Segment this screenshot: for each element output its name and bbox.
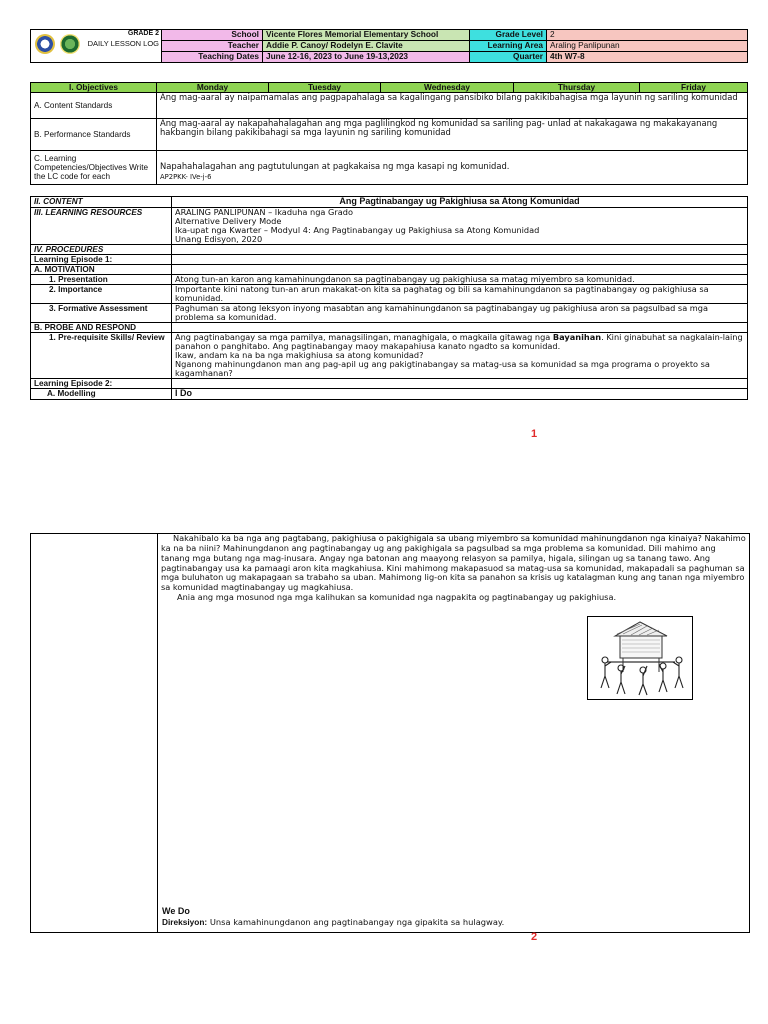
learning-area-value: Araling Panlipunan [547,41,748,52]
resources-cell [172,207,748,244]
content-row [31,197,748,208]
content-standards-row [31,93,748,119]
quarter-label: Quarter [470,52,547,63]
procedures-label: IV. PROCEDURES [31,244,172,254]
episode2-label: Learning Episode 2: [31,379,172,389]
page-number-2: 2 [531,931,538,943]
resource-line: Unang Edisyon, 2020 [175,233,263,244]
teaching-dates-value: June 12-16, 2023 to June 19-13,2023 [263,52,470,63]
episode1-row [31,254,748,264]
prereq-cell [172,333,748,379]
header-logos-cell [31,30,162,63]
competencies-cell [157,151,748,185]
resources-row [31,207,748,244]
header-table [30,29,748,63]
competencies-label: C. Learning Competencies/Objectives Write the LC code for each [31,151,157,185]
grade-line: GRADE 2 [127,30,159,37]
page-number-1: 1 [531,428,538,440]
content-standards-text: Ang mag-aaral ay naipamamalas ang pagpapahalaga sa kagalingang pansibiko bilang pakikibahagisa mga layunin ng sariling komunidad [157,93,748,119]
objectives-table [30,82,748,185]
modelling-text: I Do [172,389,748,400]
thursday-heading: Thursday [514,83,640,93]
importance-label: 2. Importance [31,285,172,304]
procedures-row [31,244,748,254]
page2-box [30,533,750,933]
grade-level-value: 2 [547,30,748,41]
objectives-heading: I. Objectives [31,83,157,93]
performance-standards-label: B. Performance Standards [31,119,157,151]
teacher-label: Teacher [162,41,263,52]
deped-seal-icon [35,34,55,54]
bayanihan-illustration-icon [587,616,693,700]
tuesday-heading: Tuesday [269,83,381,93]
school-label: School [162,30,263,41]
presentation-row [31,275,748,285]
prereq-paragraph [175,333,744,351]
importance-text: Importante kini natong tun-an arun makakat-on kita sa paghatag og bili sa kamahinungdanon sa pagtinabangay og pakighiusa sa komunidad. [172,285,748,304]
wednesday-heading: Wednesday [381,83,514,93]
school-value: Vicente Flores Memorial Elementary School [263,30,470,41]
page2-paragraph-1: Nakahibalo ka ba nga ang pagtabang, pakighiusa o pakighigala sa ubang miyembro sa komunidad mahinungdanon nga kinaiya? Nakahimo ka na ba niini? Mahinungdanon ang pagtinabangay ug ang pakighigala sa pagsulbad sa mga problema sa komunidad. Dili mahimo ang tanang mga butang nga mag-inusara. Angay nga batonan ang maayong relasyon sa pamilya, higala, silingan ug sa tanang tawo. Ang pagtinabangay usa ka pamaagi aron kita magkahiusa. Kini mahimong makapasuod sa matag-usa sa komunidad, makapadali sa paghuman sa mga buluhaton ug makapagaan sa trabaho sa uban. Mahimong lig-on kita sa panahon sa krisis ug katalagman kung ang tanan nga miyembro sa komunidad magtinabangay ug magkahiusa. [161,533,746,593]
grade-level-label: Grade Level [470,30,547,41]
friday-heading: Friday [640,83,748,93]
modelling-row [31,389,748,400]
importance-row [31,285,748,304]
content-label: II. CONTENT [31,197,172,208]
lc-code: AP2PKK- IVe-j-6 [160,173,212,181]
competencies-text: Napahahalagahan ang pagtutulungan at pagkakaisa ng mga kasapi ng komunidad. [160,160,510,171]
presentation-label: 1. Presentation [31,275,172,285]
dll-title: DAILY LESSON LOG [87,39,159,48]
resource-line: Alternative Delivery Mode [175,215,282,226]
content-title: Ang Pagtinabangay ug Pakighiusa sa Atong Komunidad [172,197,748,208]
direction-text: Unsa kamahinungdanon ang pagtinabangay nga gipakita sa hulagway. [207,917,505,927]
resources-label: III. LEARNING RESOURCES [31,207,172,244]
content-standards-label: A. Content Standards [31,93,157,119]
formative-row [31,304,748,323]
we-do-label: We Do [162,906,190,916]
division-seal-icon [60,34,80,54]
direction-label: Direksiyon: [162,917,208,927]
motivation-label: A. MOTIVATION [31,264,172,274]
probe-row [31,323,748,333]
episode2-row [31,379,748,389]
performance-standards-row [31,119,748,151]
teaching-dates-label: Teaching Dates [162,52,263,63]
prereq-label: 1. Pre-requisite Skills/ Review [31,333,172,379]
page2-left-cell [31,534,158,932]
episode1-label: Learning Episode 1: [31,254,172,264]
competencies-row [31,151,748,185]
teacher-value: Addie P. Canoy/ Rodelyn E. Clavite [263,41,470,52]
bayanihan-term: Bayanihan [552,332,602,343]
days-header-row [31,83,748,93]
page2-right-cell [158,534,749,932]
probe-label: B. PROBE AND RESPOND [31,323,172,333]
prereq-row [31,333,748,379]
resource-line: ARALING PANLIPUNAN – Ikaduha nga Grado [175,206,353,217]
prereq-text-b: . Kini ginabuhat sa nagkalain-laing panahon o panghitabo. Ang pagtinabangay maoy makapahiusa kanato ngadto sa komunidad. [175,332,743,352]
resource-line: Ika-upat nga Kwarter – Modyul 4: Ang Pagtinabangay ug Pakighiusa sa Atong Komunidad [175,224,540,235]
modelling-label: A. Modelling [31,389,172,400]
learning-area-label: Learning Area [470,41,547,52]
procedures-table [30,196,748,400]
direction-line [162,918,504,928]
page2-paragraph-2: Ania ang mga mosunod nga mga kalihukan sa komunidad nga nagpakita og pagtinabangay ug pakighiusa. [177,592,617,603]
monday-heading: Monday [157,83,269,93]
prereq-text-a: Ang pagtinabangay sa mga pamilya, managsilingan, managhigala, o magkaila gitawag nga [175,332,553,343]
performance-standards-text: Ang mag-aaral ay nakapahahalagahan ang mga paglilingkod ng komunidad sa sariling pag- unlad at nakakagawa ng makakayanang hakbangin bilang pakikibahagi sa mga layunin ng sariling komunidad [157,119,748,151]
formative-text: Paghuman sa atong leksyon inyong masabtan ang kamahinungdanon sa pagtinabangay ug pakighiusa aron sa pagsulbad sa mga problema sa komunidad. [172,304,748,323]
motivation-row [31,264,748,274]
prereq-question-1: Ikaw, andam ka na ba nga makighiusa sa atong komunidad? [175,350,424,361]
prereq-question-2: Nganong mahinungdanon man ang pag-apil ug ang pakigtinabangay sa matag-usa sa komunidad sa mga programa o proyekto sa kagamhanan? [175,359,710,379]
quarter-value: 4th W7-8 [547,52,748,63]
formative-label: 3. Formative Assessment [31,304,172,323]
presentation-text: Atong tun-an karon ang kamahinungdanon sa pagtinabangay ug pakighiusa sa matag miyembro sa komunidad. [172,275,748,285]
